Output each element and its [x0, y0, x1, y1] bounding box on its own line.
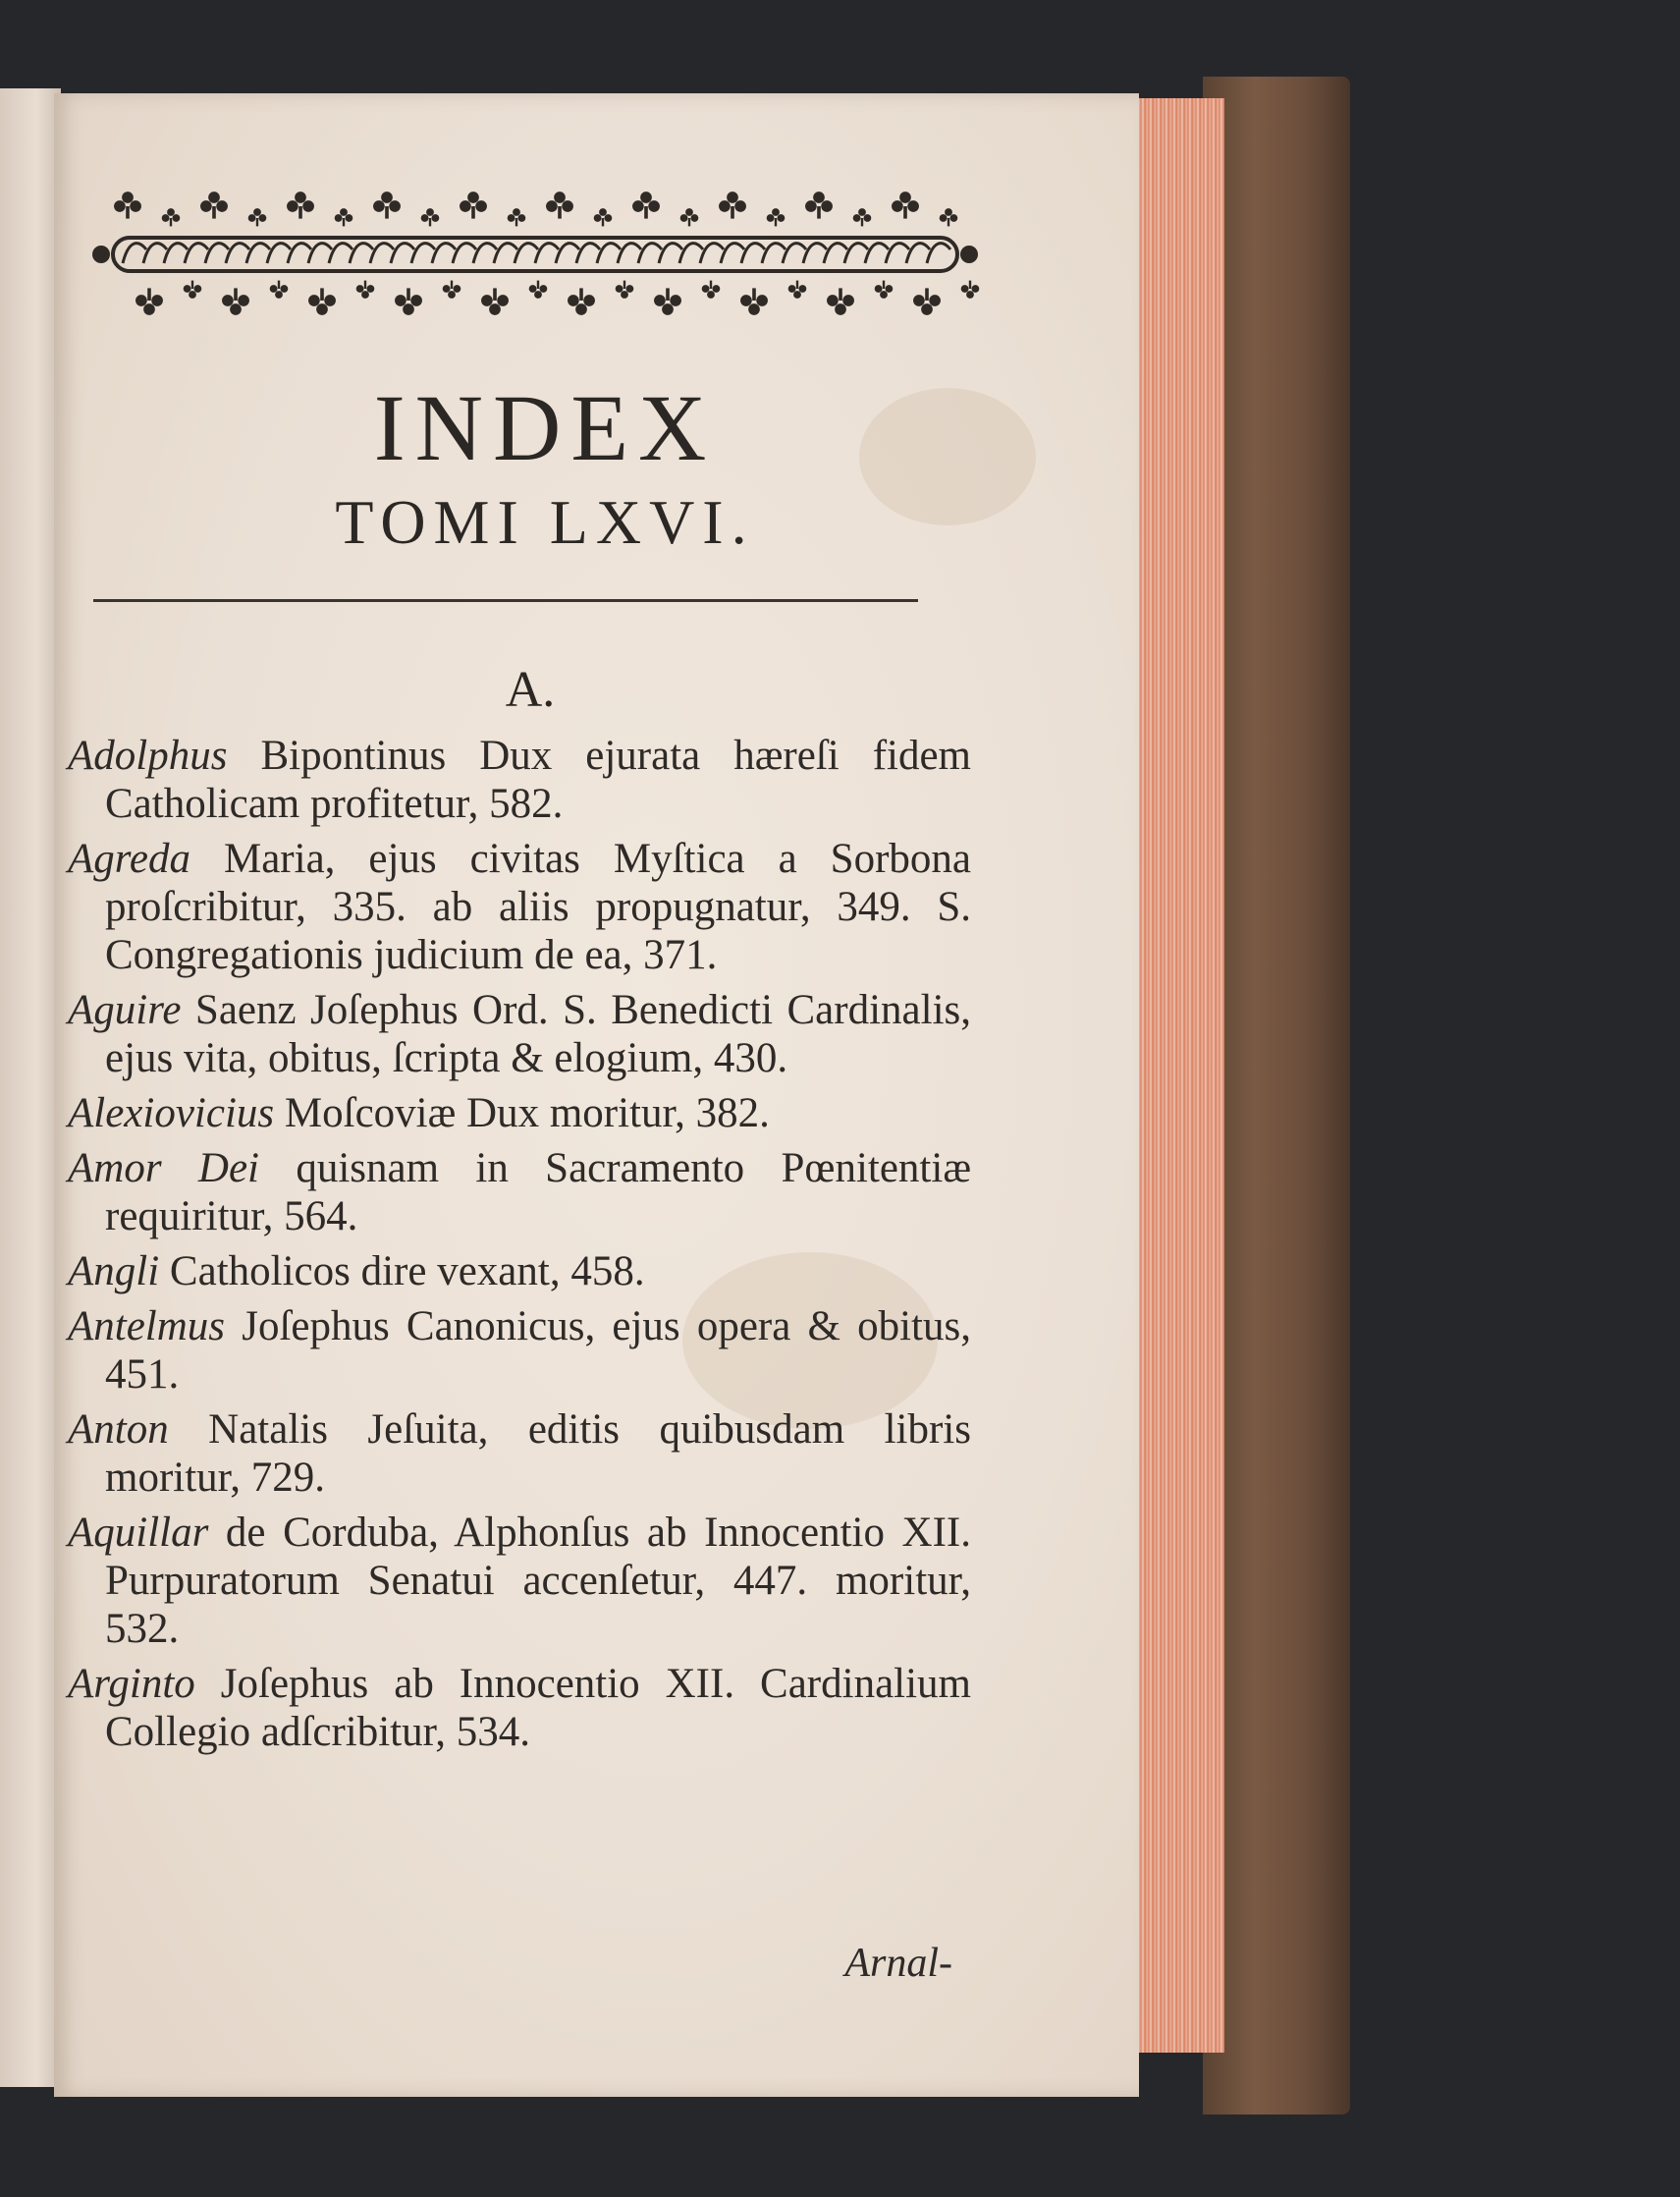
- index-entry: [68, 986, 971, 1082]
- entry-text: Natalis Jeſuita, editis quibusdam libris moritur, 729.: [105, 1406, 971, 1501]
- index-entry: [68, 1405, 971, 1502]
- entry-head: Arginto: [68, 1661, 195, 1707]
- entry-text: quisnam in Sacramento Pœnitentiæ requiritur, 564.: [105, 1145, 971, 1239]
- index-entry: [68, 835, 971, 979]
- ornamental-headpiece: [83, 177, 987, 329]
- index-entry: [68, 732, 971, 828]
- volume-subtitle: TOMI LXVI.: [335, 487, 755, 557]
- entry-head: Amor Dei: [68, 1145, 259, 1191]
- entry-text: Bipontinus Dux ejurata hæreſi fidem Catholicam profitetur, 582.: [105, 733, 971, 827]
- title-rule: [93, 599, 918, 602]
- index-entry: [68, 1089, 971, 1137]
- section-letter: A.: [505, 662, 556, 718]
- entry-text: Saenz Joſephus Ord. S. Benedicti Cardinalis, ejus vita, obitus, ſcripta & elogium, 430.: [105, 987, 971, 1081]
- entry-text: Moſcoviæ Dux moritur, 382.: [274, 1090, 770, 1136]
- index-entry: [68, 1144, 971, 1240]
- index-entry: [68, 1509, 971, 1653]
- page-block-edges: [1129, 98, 1224, 2053]
- book-page: [54, 93, 1139, 2097]
- entry-head: Aquillar: [68, 1510, 209, 1556]
- entry-head: Alexiovicius: [68, 1090, 275, 1136]
- entry-text: Joſephus Canonicus, ejus opera & obitus, 451.: [105, 1303, 971, 1398]
- entry-head: Aguire: [68, 987, 182, 1033]
- entry-head: Antelmus: [68, 1303, 226, 1349]
- index-entry: [68, 1247, 971, 1295]
- entry-head: Agreda: [68, 836, 190, 882]
- index-entry: [68, 1302, 971, 1399]
- index-entry: [68, 1660, 971, 1756]
- catchword: Arnal-: [844, 1941, 952, 1986]
- entry-text: Joſephus ab Innocentio XII. Cardinalium Collegio adſcribitur, 534.: [105, 1661, 971, 1755]
- entry-text: Catholicos dire vexant, 458.: [159, 1248, 645, 1294]
- entry-head: Anton: [68, 1406, 169, 1453]
- entry-text: Maria, ejus civitas Myſtica a Sorbona proſcribitur, 335. ab aliis propugnatur, 349. S. Congregationis judicium de ea, 371.: [105, 836, 971, 978]
- entry-head: Adolphus: [68, 733, 228, 779]
- entry-text: de Corduba, Alphonſus ab Innocentio XII. Purpuratorum Senatui accenſetur, 447. moritur, 532.: [105, 1510, 971, 1652]
- facing-page-edge: [0, 88, 61, 2087]
- index-entries: [68, 732, 971, 1763]
- book-cover: [1203, 77, 1350, 2115]
- index-title: INDEX: [373, 375, 717, 480]
- entry-head: Angli: [68, 1248, 160, 1294]
